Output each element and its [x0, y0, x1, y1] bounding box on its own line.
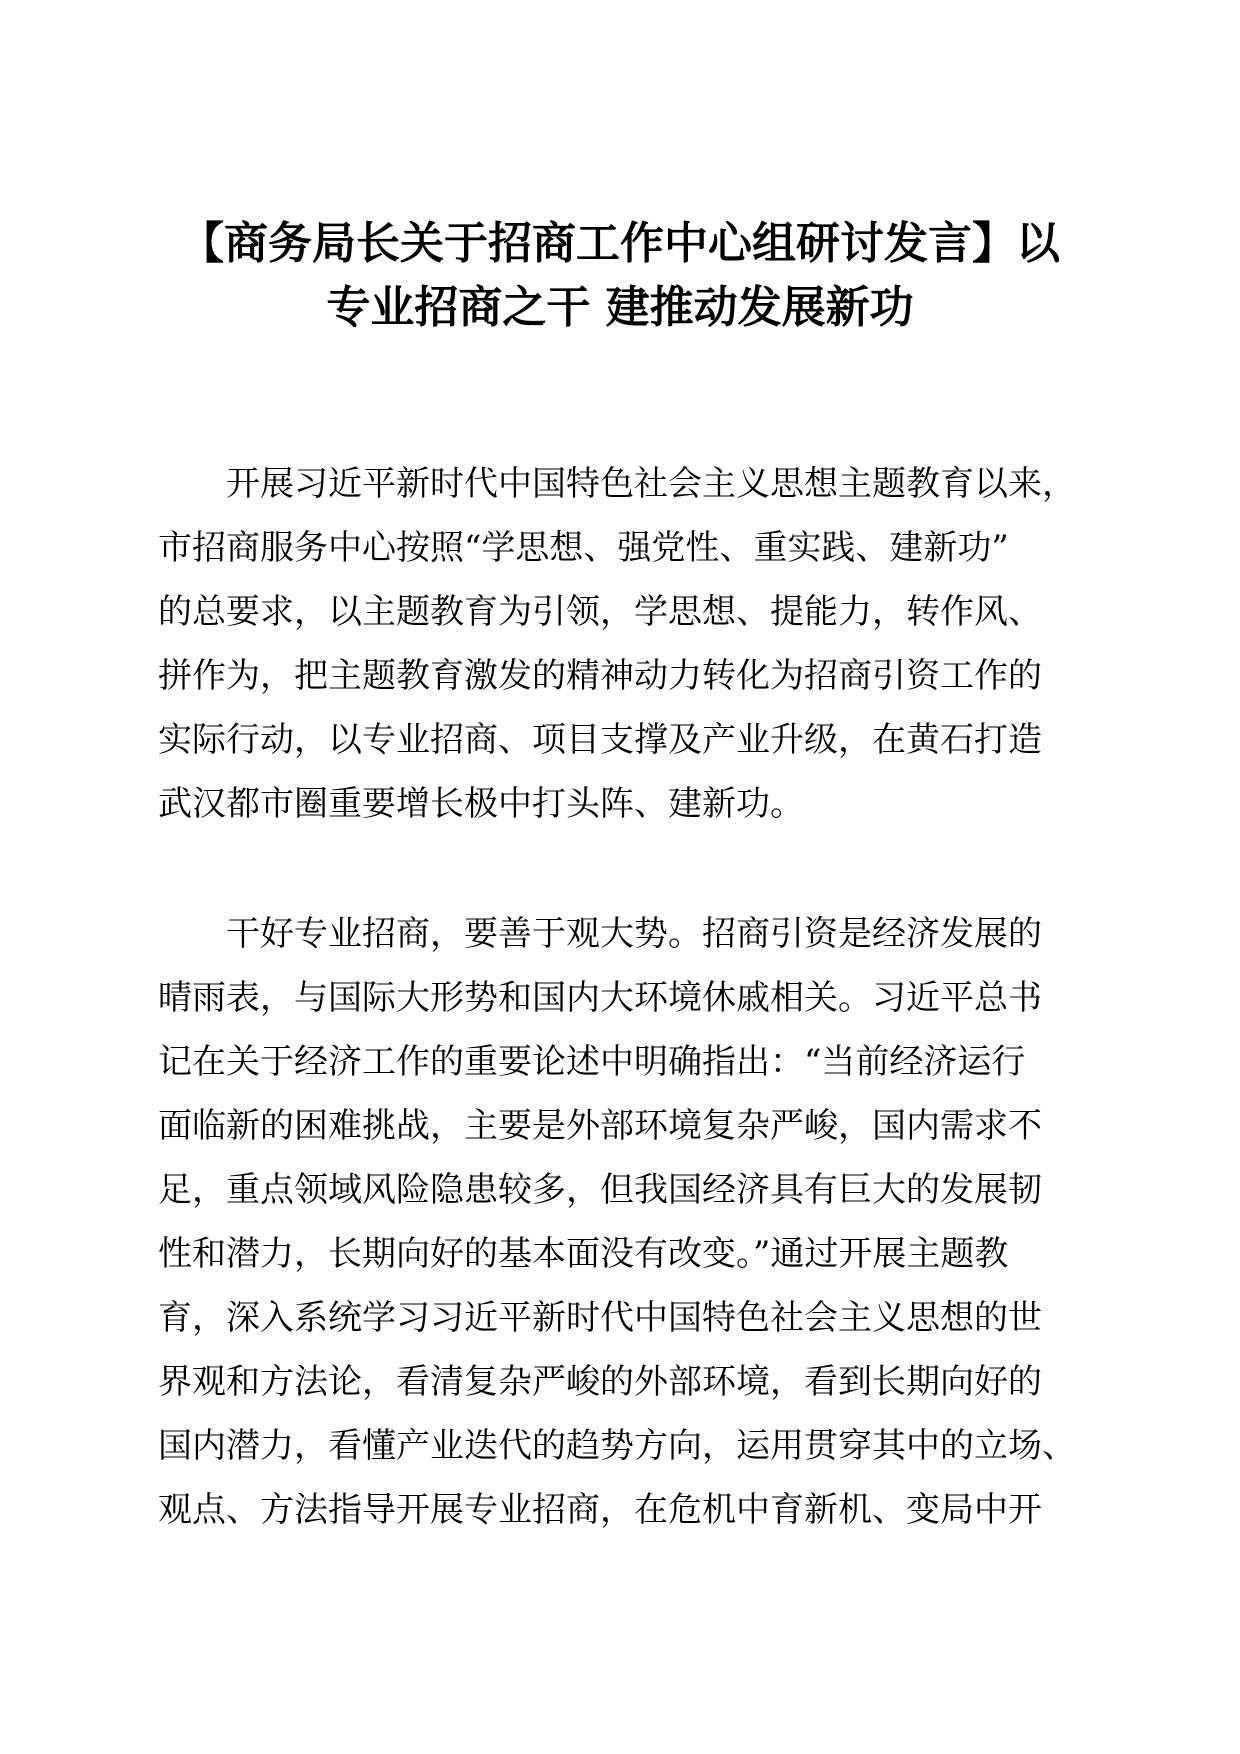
paragraph-line: 记在关于经济工作的重要论述中明确指出：“当前经济运行	[158, 1042, 1026, 1082]
paragraph-observe-trends	[158, 902, 1088, 1542]
paragraph-line: 性和潜力，长期向好的基本面没有改变。”通过开展主题教	[158, 1234, 1009, 1274]
paragraph-line: 足，重点领域风险隐患较多，但我国经济具有巨大的发展韧	[158, 1170, 1042, 1210]
title-line-2: 专业招商之干 建推动发展新功	[326, 282, 914, 333]
paragraph-intro	[158, 452, 1088, 836]
paragraph-line: 武汉都市圈重要增长极中打头阵、建新功。	[158, 784, 804, 824]
paragraph-line: 国内潜力，看懂产业迭代的趋势方向，运用贯穿其中的立场、	[158, 1426, 1076, 1466]
paragraph-first-line	[158, 902, 1088, 966]
paragraph-lead-sentence: 干好专业招商，要善于观大势。	[226, 914, 702, 954]
paragraph-line: 面临新的困难挑战，主要是外部环境复杂严峻，国内需求不	[158, 1106, 1042, 1146]
paragraph-line: 晴雨表，与国际大形势和国内大环境休戚相关。习近平总书	[158, 978, 1042, 1018]
paragraph-line: 开展习近平新时代中国特色社会主义思想主题教育以来，	[226, 464, 1076, 504]
paragraph-first-line-rest: 招商引资是经济发展的	[702, 914, 1042, 954]
paragraph-line: 的总要求，以主题教育为引领，学思想、提能力，转作风、	[158, 592, 1042, 632]
paragraph-line: 育，深入系统学习习近平新时代中国特色社会主义思想的世	[158, 1298, 1042, 1338]
paragraph-line: 观点、方法指导开展专业招商，在危机中育新机、变局中开	[158, 1490, 1042, 1530]
title-line-1: 【商务局长关于招商工作中心组研讨发言】以	[180, 218, 1060, 269]
paragraph-line: 实际行动，以专业招商、项目支撑及产业升级，在黄石打造	[158, 720, 1042, 760]
document-title	[140, 212, 1100, 340]
paragraph-line: 市招商服务中心按照“学思想、强党性、重实践、建新功”	[158, 528, 1009, 568]
paragraph-line: 拼作为，把主题教育激发的精神动力转化为招商引资工作的	[158, 656, 1042, 696]
paragraph-line: 界观和方法论，看清复杂严峻的外部环境，看到长期向好的	[158, 1362, 1042, 1402]
